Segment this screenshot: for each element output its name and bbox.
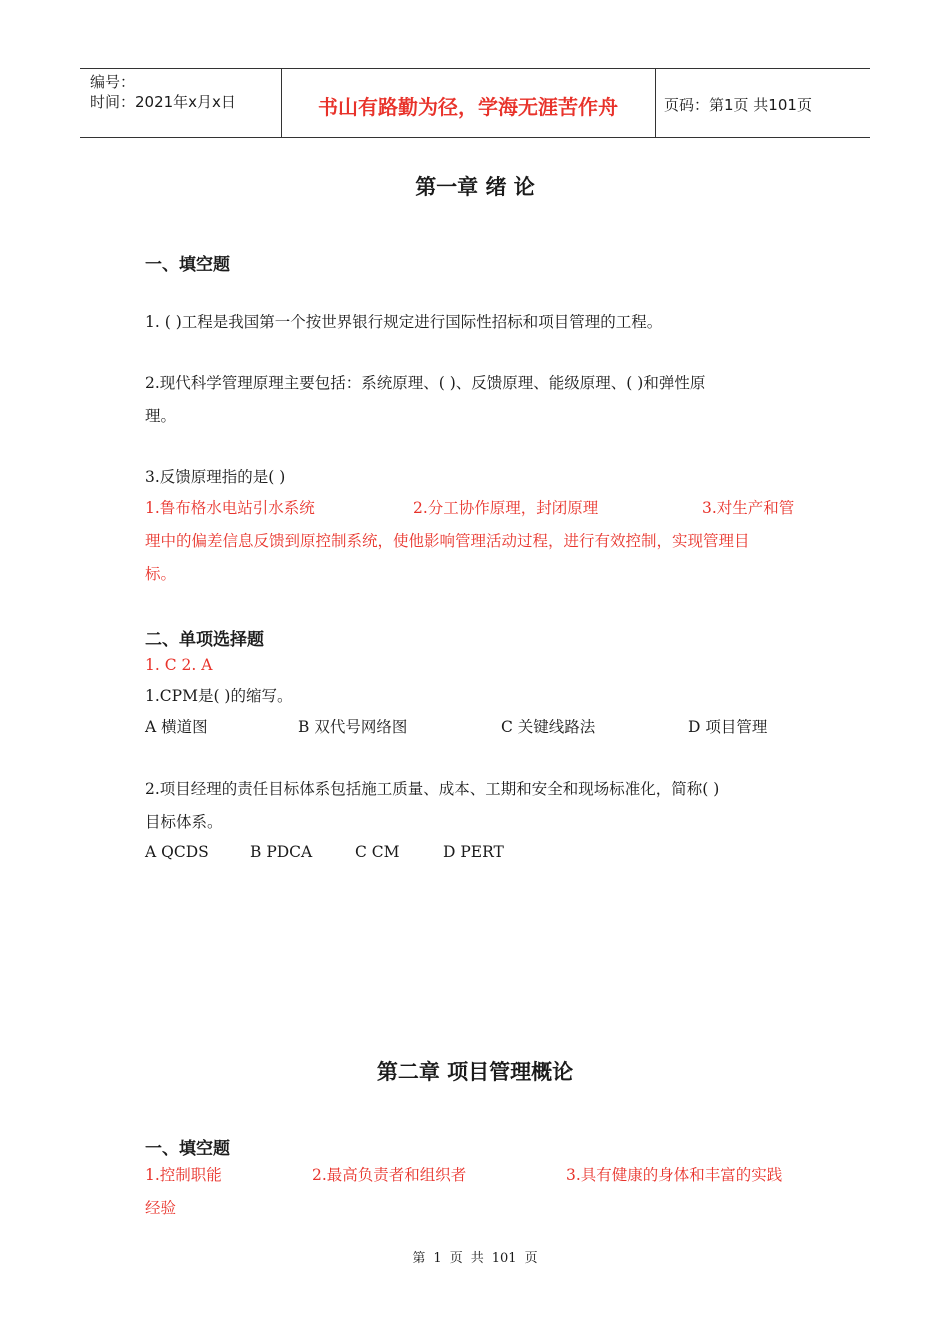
ch1-choice-answers: 1. C 2. A (145, 656, 213, 674)
ch1-choice-heading: 二、单项选择题 (145, 630, 264, 650)
footer-total-prefix: 共 (470, 1251, 484, 1266)
ch1-question-1: 1. ( )工程是我国第一个按世界银行规定进行国际性招标和项目管理的工程。 (145, 313, 663, 331)
ch1-question-2-line-1: 2.现代科学管理原理主要包括：系统原理、( )、反馈原理、能级原理、( )和弹性原 (145, 374, 706, 392)
ch1-answer-3: 3.对生产和管 (702, 499, 795, 517)
ch2-answer-line-2: 经验 (145, 1199, 177, 1217)
ch1-choice-question-1: 1.CPM是( )的缩写。 (145, 687, 293, 705)
ch1-answer-2: 2.分工协作原理，封闭原理 (413, 499, 599, 517)
ch1-answer-line-3: 标。 (145, 565, 177, 583)
page-label: 页码：第1页 共101页 (664, 96, 812, 114)
ch2-answer-3: 3.具有健康的身体和丰富的实践 (566, 1166, 783, 1184)
footer-page-unit: 页 (449, 1251, 463, 1266)
ch1-c2-option-b: B PDCA (250, 843, 313, 861)
ch1-c2-option-a: A QCDS (145, 843, 209, 861)
page-footer (0, 1247, 950, 1266)
ch2-answer-2: 2.最高负责者和组织者 (312, 1166, 467, 1184)
ch1-c1-option-d: D 项目管理 (688, 718, 768, 736)
ch1-fill-heading: 一、填空题 (145, 255, 230, 275)
footer-total-unit: 页 (524, 1251, 538, 1266)
ch2-answer-1: 1.控制职能 (145, 1166, 222, 1184)
ch1-c2-option-d: D PERT (443, 843, 504, 861)
document-header (80, 68, 870, 138)
ch1-choice-question-2-line-1: 2.项目经理的责任目标体系包括施工质量、成本、工期和安全和现场标准化，简称( ) (145, 780, 720, 798)
ch1-c1-option-b: B 双代号网络图 (298, 718, 408, 736)
code-label: 编号： (90, 73, 136, 91)
footer-page-number: 1 (433, 1251, 442, 1266)
ch1-choice-question-2-line-2: 目标体系。 (145, 813, 223, 831)
ch1-c1-option-c: C 关键线路法 (501, 718, 596, 736)
header-motto: 书山有路勤为径，学海无涯苦作舟 (318, 95, 618, 119)
time-label: 时间：2021年x月x日 (90, 93, 236, 111)
ch1-answer-1: 1.鲁布格水电站引水系统 (145, 499, 315, 517)
chapter-2-title: 第二章 项目管理概论 (376, 1060, 574, 1084)
header-divider (655, 69, 656, 137)
footer-total-pages: 101 (491, 1251, 517, 1266)
ch1-question-2-line-2: 理。 (145, 407, 177, 425)
ch1-c1-option-a: A 横道图 (145, 718, 208, 736)
footer-prefix: 第 (412, 1251, 426, 1266)
ch1-c2-option-c: C CM (355, 843, 400, 861)
chapter-1-title: 第一章 绪 论 (415, 175, 535, 199)
ch2-fill-heading: 一、填空题 (145, 1139, 230, 1159)
ch1-question-3: 3.反馈原理指的是( ) (145, 468, 286, 486)
ch1-answer-line-2: 理中的偏差信息反馈到原控制系统，使他影响管理活动过程，进行有效控制，实现管理目 (145, 532, 750, 550)
